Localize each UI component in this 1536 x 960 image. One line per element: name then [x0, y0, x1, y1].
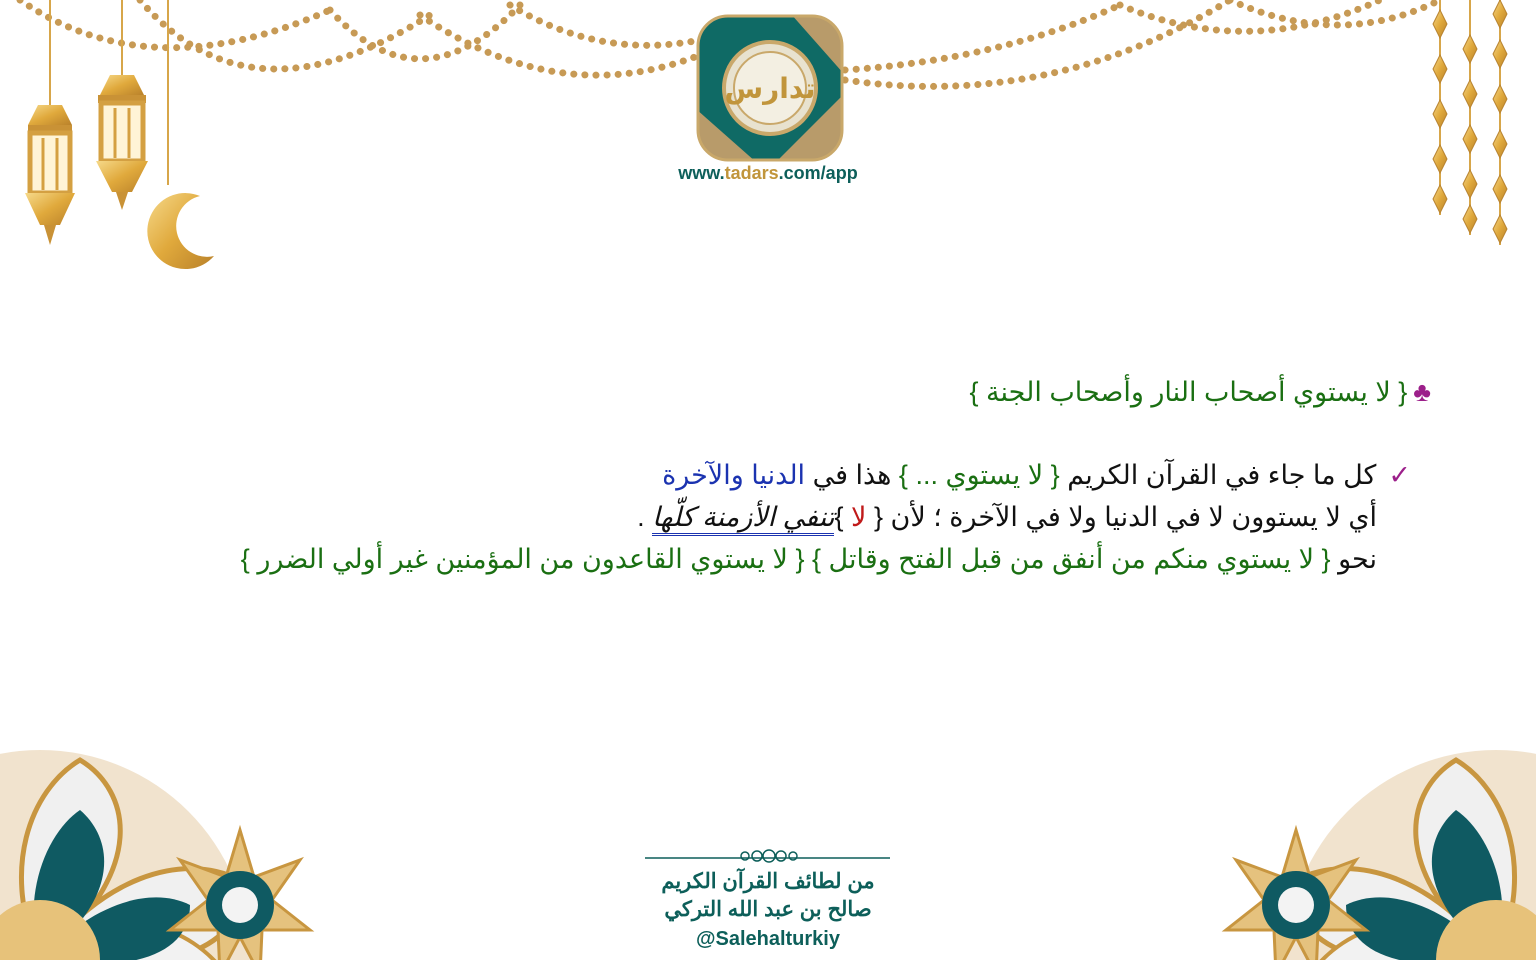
paragraph-line-3	[101, 538, 1411, 580]
line2-part1: أي لا يستوون لا في الدنيا ولا في الآخرة ؛ لأن	[890, 502, 1377, 532]
line2-emphasis: تنفي الأزمنة كلّها	[652, 502, 834, 536]
word-and: و	[730, 460, 744, 490]
url-prefix: www.	[678, 163, 725, 183]
checkmark-icon: ✓	[1388, 460, 1411, 490]
verse-heading	[101, 370, 1431, 414]
verse-heading-text: { لا يستوي أصحاب النار وأصحاب الجنة }	[969, 377, 1408, 407]
main-content	[101, 370, 1431, 580]
logo-calligraphy: تدارس	[724, 72, 816, 105]
line1-part2: هذا في	[812, 460, 892, 490]
footer-handle[interactable]: @Salehalturkiy	[695, 928, 840, 950]
word-akhira: الآخرة	[662, 460, 731, 490]
paragraph-line-1	[101, 454, 1411, 496]
footer-ornament	[645, 850, 890, 862]
diamond-strings-right	[1433, 0, 1507, 245]
footer-author: صالح بن عبد الله التركي	[664, 898, 872, 921]
club-icon: ♣	[1413, 377, 1431, 407]
lantern-left-1	[25, 0, 75, 245]
line1-quote: { لا يستوي ... }	[898, 460, 1060, 490]
line3-quote2: { لا يستوي القاعدون من المؤمنين غير أولي الضرر }	[240, 544, 805, 574]
url-brand: tadars	[724, 163, 779, 183]
site-url[interactable]	[0, 163, 1536, 184]
explanation-paragraph	[101, 454, 1411, 580]
line3-part1: نحو	[1338, 544, 1377, 574]
word-and-akhira	[662, 460, 744, 490]
tadars-app-logo-icon	[696, 14, 844, 162]
line2-brace-open: {	[873, 502, 883, 532]
footer	[0, 868, 1536, 954]
line1-part1: كل ما جاء في القرآن الكريم	[1067, 460, 1377, 490]
paragraph-line-2	[101, 496, 1411, 538]
line3-quote1: { لا يستوي منكم من أنفق من قبل الفتح وقاتل }	[811, 544, 1331, 574]
line2-end: .	[637, 502, 645, 532]
word-la: لا	[851, 502, 867, 532]
url-suffix: .com/app	[778, 163, 858, 183]
footer-series-title: من لطائف القرآن الكريم	[661, 870, 875, 893]
bead-garland-right	[845, 0, 1440, 86]
word-dunya: الدنيا	[751, 460, 806, 490]
line2-brace-close: }	[834, 502, 844, 532]
